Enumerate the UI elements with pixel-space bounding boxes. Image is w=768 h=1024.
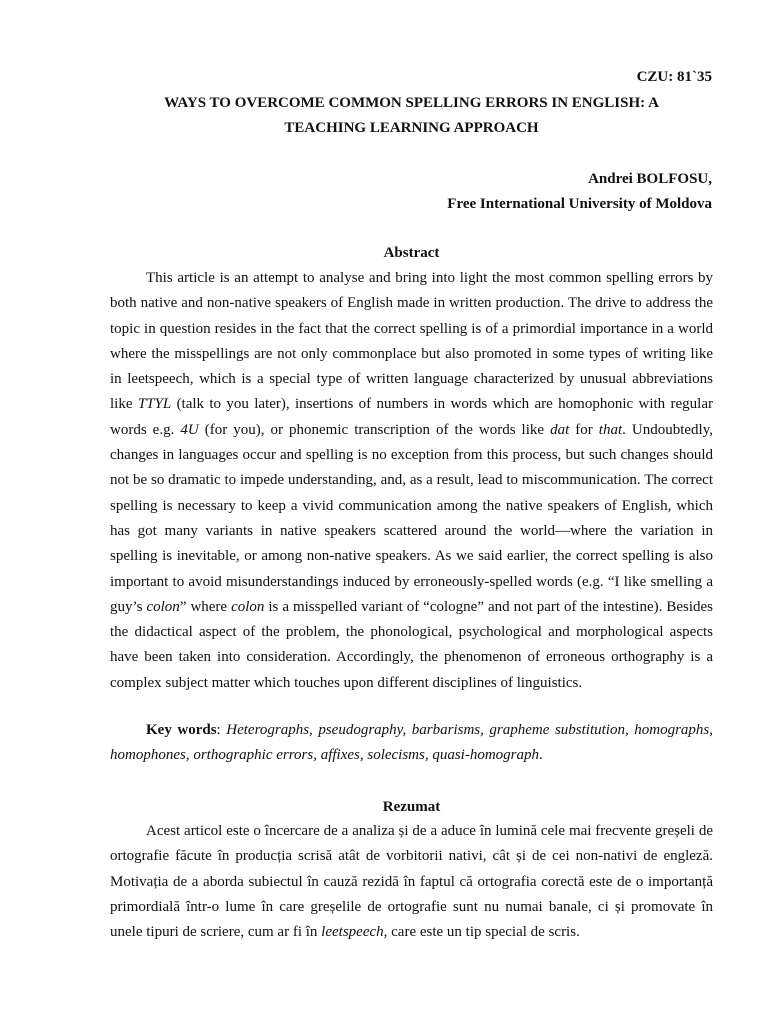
keywords-paragraph: Key words: Heterographs, pseudography, barbarisms, grapheme substitution, homographs, homophones, orthographic errors, affixes, solecisms, quasi-homograph. [110,722,714,763]
udc-code: CZU: 81`35 [636,69,712,85]
term-leetspeech: leetspeech [321,924,384,941]
term-that: that [598,421,623,438]
rezumat-paragraph: Acest articol este o încercare de a analiza și de a aduce în lumină cele mai frecvente greșeli de ortografie făcute în producția scrisă atât de vorbitorii nativi, cât și de cei non-nativi de engleză. Motivația de a aborda subiectul în cauză rezidă în faptul că ortografia corectă este de o importanță primordială într-o lume în care greșelile de ortografie sunt nu numai banale, ci și promovate în unele tipuri de scriere, cum ar fi în leetspeech, care este un tip special de scris. [110,823,713,941]
abstract-heading: Abstract [383,245,440,261]
term-colon-2: colon [231,598,265,615]
article-title-line-1: WAYS TO OVERCOME COMMON SPELLING ERRORS IN ENGLISH: A [164,95,659,111]
abstract-paragraph: This article is an attempt to analyse and bring into light the most common spelling errors by both native and non-native speakers of English made in written production. The drive to address the topic in question resides in the fact that the correct spelling is of a primordial importance in a world where the misspellings are not only commonplace but also promoted in some types of writing like in leetspeech, which is a special type of written language characterized by unusual abbreviations like TTYL (talk to you later), insertions of numbers in words which are homophonic with regular words e.g. 4U (for you), or phonemic transcription of the words like dat for that. Undoubtedly, changes in languages occur and spelling is no exception from this process, but such changes should not be so dramatic to impede understanding, and, as a result, lead to miscommunication. The correct spelling is necessary to keep a vivid communication among the native speakers of English, which has got many variants in native speakers scattered around the world—where the variation in spelling is inevitable, or among non-native speakers. As we said earlier, the correct spelling is also important to avoid misunderstandings induced by erroneously-spelled words (e.g. “I like smelling a guy’s colon” where colon is a misspelled variant of “cologne” and not part of the intestine). Besides the didactical aspect of the problem, the phonological, psychological and morphological aspects have been taken into consideration. Accordingly, the phenomenon of erroneous orthography is a complex subject matter which touches upon different disciplines of linguistics. [110,270,713,691]
term-ttyl: TTYL [137,396,172,413]
author-affiliation: Free International University of Moldova [447,196,712,212]
article-title [110,91,713,141]
author-name: Andrei BOLFOSU, [588,171,712,187]
keywords-list: Heterographs, pseudography, barbarisms, grapheme substitution, homographs, homophones, orthographic errors, affixes, solecisms, quasi-homograph [110,722,714,763]
keywords-label: Key words [146,722,217,738]
article-title-line-2: TEACHING LEARNING APPROACH [284,120,539,136]
term-dat: dat [550,421,570,438]
term-colon-1: colon [146,598,180,615]
term-4u: 4U [180,421,199,438]
rezumat-heading: Rezumat [382,799,441,815]
